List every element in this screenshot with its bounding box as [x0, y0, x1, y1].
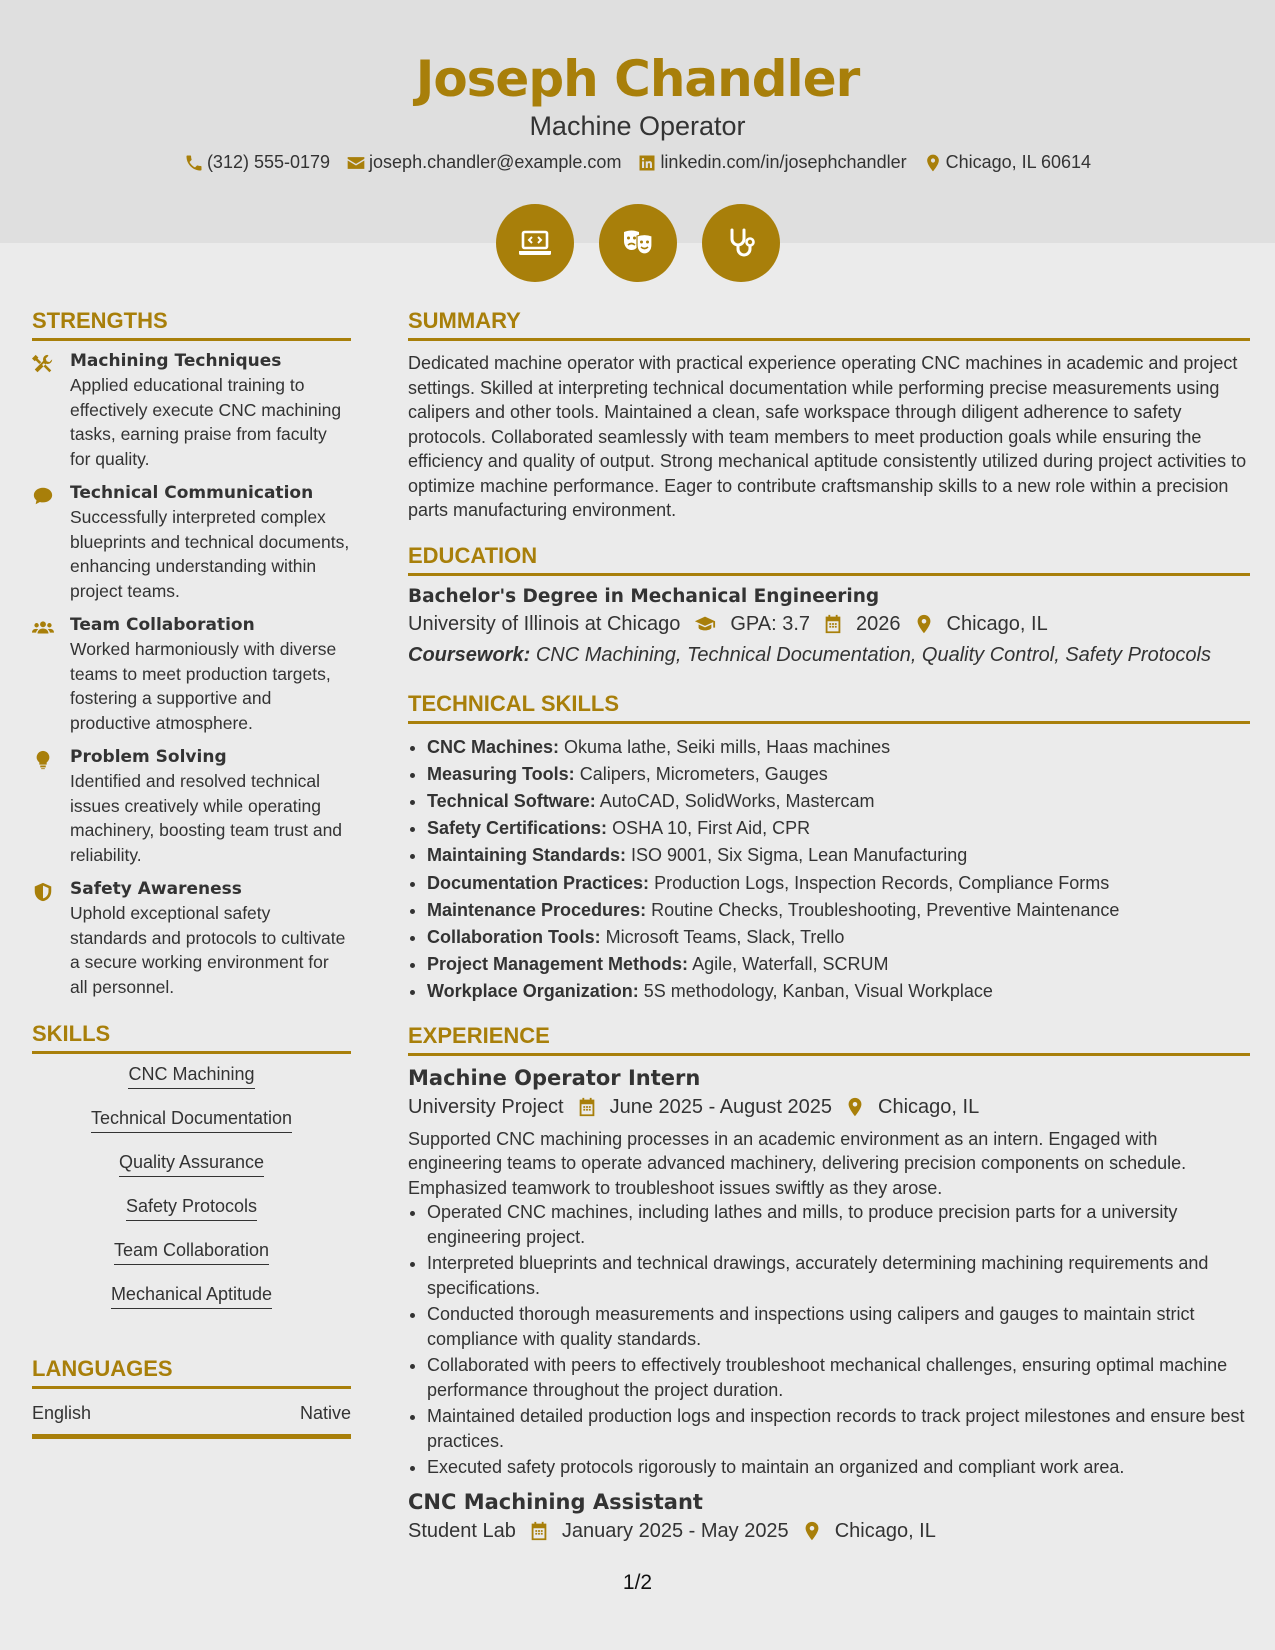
- education-meta: [408, 613, 1250, 636]
- job-meta: [408, 1096, 1250, 1119]
- job-description: Supported CNC machining processes in an academic environment as an intern. Engaged with engineering teams to operate advanced machinery, delivering precision components on schedule. Emphasized teamwork to troubleshoot issues swiftly as they arose.: [408, 1128, 1187, 1198]
- job-meta: [408, 1520, 1250, 1543]
- left-column: [32, 308, 351, 1439]
- strength-item: [32, 879, 351, 999]
- list-item: • Conducted thorough measurements and inspections using calipers and gauges to maintain strict compliance with quality standards.: [427, 1302, 1250, 1351]
- contact-linkedin[interactable]: [637, 152, 906, 173]
- laptop-code-icon: [496, 204, 574, 282]
- job-dates: January 2025 - May 2025: [561, 1519, 789, 1542]
- strength-desc: Worked harmoniously with diverse teams to meet production targets, fostering a supportive and productive atmosphere.: [70, 639, 337, 733]
- linkedin-text: linkedin.com/in/josephchandler: [660, 152, 907, 172]
- education-school: University of Illinois at Chicago: [408, 612, 681, 635]
- calendar-icon: [528, 1520, 550, 1542]
- theater-masks-icon: [599, 204, 677, 282]
- contact-email[interactable]: [346, 152, 621, 173]
- languages-heading: LANGUAGES: [32, 1356, 351, 1389]
- skills-heading: SKILLS: [32, 1021, 351, 1054]
- coursework-label: Coursework:: [408, 643, 531, 666]
- calendar-icon: [822, 613, 844, 635]
- stethoscope-icon: [702, 204, 780, 282]
- technical-skills-heading: TECHNICAL SKILLS: [408, 691, 1250, 724]
- strength-item: [32, 747, 351, 867]
- list-item: • Collaboration Tools: Microsoft Teams, Slack, Trello: [427, 924, 1250, 951]
- language-row: [32, 1389, 351, 1439]
- education-location: Chicago, IL: [946, 612, 1048, 635]
- education-heading: EDUCATION: [408, 543, 1250, 576]
- strength-title: Problem Solving: [70, 747, 227, 767]
- list-item: • Project Management Methods: Agile, Waterfall, SCRUM: [427, 951, 1250, 978]
- list-item: • Maintaining Standards: ISO 9001, Six Sigma, Lean Manufacturing: [427, 842, 1250, 869]
- list-item: • Operated CNC machines, including lathes and mills, to produce precision parts for a university engineering project.: [427, 1200, 1250, 1249]
- skill-tag: Team Collaboration: [114, 1240, 269, 1265]
- technical-skills-list: [408, 734, 1250, 1006]
- coursework-text: CNC Machining, Technical Documentation, Quality Control, Safety Protocols: [535, 643, 1211, 666]
- summary-text: Dedicated machine operator with practical experience operating CNC machines in academic and project settings. Skilled at interpreting technical documentation while performing precise measurements using calipers and other tools. Maintained a clean, safe workspace through diligent adherence to safety protocols. Collaborated seamlessly with team members to meet production goals while ensuring the efficiency and quality of output. Strong mechanical aptitude consistently utilized during project activities to optimize machine performance. Eager to contribute craftsmanship skills to a new role within a precision parts manufacturing environment.: [408, 353, 1247, 520]
- language-level: Native: [299, 1403, 351, 1423]
- shield-icon: [32, 881, 54, 903]
- strength-title: Team Collaboration: [70, 615, 255, 635]
- candidate-role: Machine Operator: [529, 111, 746, 141]
- list-item: • Documentation Practices: Production Logs, Inspection Records, Compliance Forms: [427, 870, 1250, 897]
- list-item: • Interpreted blueprints and technical drawings, accurately determining machining requirements and specifications.: [427, 1251, 1250, 1300]
- phone-icon: [184, 153, 204, 173]
- strength-title: Safety Awareness: [70, 879, 242, 899]
- strength-item: [32, 615, 351, 735]
- list-item: • Executed safety protocols rigorously to maintain an organized and compliant work area.: [427, 1455, 1250, 1480]
- job-dates: June 2025 - August 2025: [609, 1095, 833, 1118]
- list-item: • Workplace Organization: 5S methodology, Kanban, Visual Workplace: [427, 978, 1250, 1005]
- comment-icon: [32, 485, 54, 507]
- map-marker-icon: [913, 613, 935, 635]
- page-number: 1/2: [622, 1571, 653, 1594]
- contact-phone[interactable]: [184, 152, 330, 173]
- linkedin-icon: [637, 153, 657, 173]
- strength-title: Technical Communication: [70, 483, 314, 503]
- list-item: • Technical Software: AutoCAD, SolidWorks, Mastercam: [427, 788, 1250, 815]
- job-location: Chicago, IL: [878, 1095, 980, 1118]
- list-item: • Measuring Tools: Calipers, Micrometers, Gauges: [427, 761, 1250, 788]
- candidate-name: Joseph Chandler: [415, 50, 860, 108]
- list-item: • Maintained detailed production logs and inspection records to track project milestones and ensure best practices.: [427, 1404, 1250, 1453]
- skill-tag: CNC Machining: [128, 1064, 254, 1089]
- job-location: Chicago, IL: [834, 1519, 936, 1542]
- skill-tag: Mechanical Aptitude: [111, 1284, 272, 1309]
- language-name: English: [32, 1403, 92, 1423]
- list-item: • Safety Certifications: OSHA 10, First Aid, CPR: [427, 815, 1250, 842]
- skill-tag: Safety Protocols: [126, 1196, 257, 1221]
- experience-heading: EXPERIENCE: [408, 1023, 1250, 1056]
- email-text: joseph.chandler@example.com: [369, 152, 622, 172]
- strength-desc: Uphold exceptional safety standards and protocols to cultivate a secure working environment for all personnel.: [70, 903, 346, 997]
- strengths-heading: STRENGTHS: [32, 308, 351, 341]
- education-coursework: [408, 644, 1250, 667]
- education-year: 2026: [856, 612, 901, 635]
- skill-tag: Technical Documentation: [91, 1108, 292, 1133]
- job-org: University Project: [408, 1095, 564, 1118]
- lightbulb-icon: [32, 749, 54, 771]
- education-degree: Bachelor's Degree in Mechanical Engineering: [408, 585, 880, 607]
- strength-title: Machining Techniques: [70, 351, 282, 371]
- contact-row: [0, 152, 1275, 173]
- users-icon: [32, 617, 54, 639]
- list-item: • Maintenance Procedures: Routine Checks, Troubleshooting, Preventive Maintenance: [427, 897, 1250, 924]
- skill-tag: Quality Assurance: [119, 1152, 264, 1177]
- interest-icons: [0, 204, 1275, 282]
- map-marker-icon: [801, 1520, 823, 1542]
- list-item: • Collaborated with peers to effectively troubleshoot mechanical challenges, ensuring optimal machine performance throughout the project duration.: [427, 1353, 1250, 1402]
- education-gpa: GPA: 3.7: [730, 612, 811, 635]
- summary-heading: SUMMARY: [408, 308, 1250, 341]
- strength-item: [32, 351, 351, 471]
- list-item: • CNC Machines: Okuma lathe, Seiki mills, Haas machines: [427, 734, 1250, 761]
- strength-desc: Applied educational training to effectively execute CNC machining tasks, earning praise from faculty for quality.: [70, 375, 342, 469]
- strength-item: [32, 483, 351, 603]
- location-text: Chicago, IL 60614: [945, 152, 1092, 172]
- job-title: CNC Machining Assistant: [408, 1489, 703, 1514]
- job-org: Student Lab: [408, 1519, 516, 1542]
- job-title: Machine Operator Intern: [408, 1065, 701, 1090]
- strength-desc: Successfully interpreted complex blueprints and technical documents, enhancing understanding within project teams.: [70, 507, 350, 601]
- job-bullets: [408, 1200, 1250, 1480]
- contact-location: [923, 152, 1091, 173]
- right-column: [408, 308, 1250, 1551]
- strength-desc: Identified and resolved technical issues creatively while operating machinery, boosting team trust and reliability.: [70, 771, 343, 865]
- skills-list: [32, 1064, 351, 1328]
- tools-icon: [32, 353, 54, 375]
- calendar-icon: [576, 1096, 598, 1118]
- graduation-cap-icon: [692, 613, 718, 635]
- map-marker-icon: [844, 1096, 866, 1118]
- phone-text: (312) 555-0179: [206, 152, 331, 172]
- envelope-icon: [346, 153, 366, 173]
- map-marker-icon: [923, 153, 943, 173]
